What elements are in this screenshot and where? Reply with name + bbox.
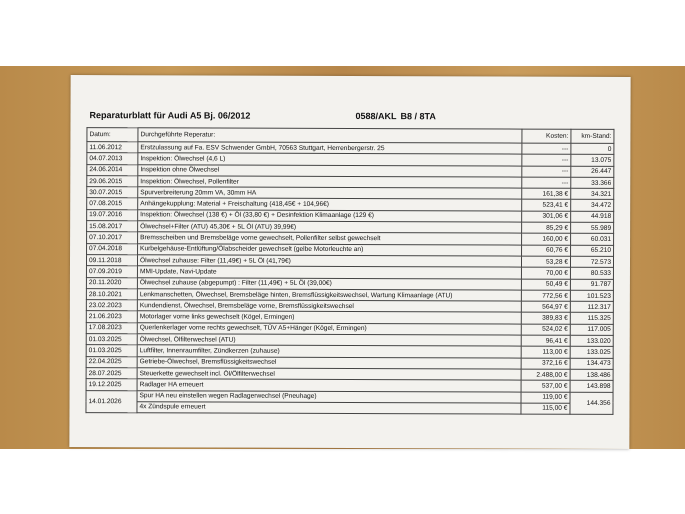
row-date: 21.06.2023 — [86, 311, 137, 322]
row-work: Ölwechsel, Ölfilterwechsel (ATU) — [137, 334, 521, 347]
row-km: 26.447 — [571, 166, 614, 177]
row-km: 144.356 — [570, 392, 613, 415]
row-date: 09.11.2018 — [86, 255, 137, 266]
row-work: Anhängekupplung: Material + Freischaltung (418,45€ + 104,96€) — [138, 198, 522, 211]
row-work: Ölwechsel+Filter (ATU) 45,30€ + 5L Öl (ATU) 39,99€) — [138, 221, 522, 234]
row-work: Spurverbreiterung 20mm VA, 30mm HA — [138, 187, 522, 200]
row-work: Steuerkette gewechselt incl. Öl/Ölfilterwechsel — [137, 368, 521, 381]
row-cost: 96,41 € — [521, 335, 570, 346]
row-work: Radlager HA erneuert — [137, 379, 521, 392]
row-cost: 564,97 € — [521, 301, 570, 312]
column-work: Durchgeführte Reperatur: — [138, 128, 522, 143]
row-cost: 772,56 € — [521, 290, 570, 301]
row-km: 101.523 — [570, 290, 613, 301]
row-work: Kundendienst, Ölwechsel, Bremsbeläge vorne, Bremsflüssigkeitswechsel — [137, 300, 521, 313]
row-work: Inspektion: Ölwechsel (4,6 L) — [138, 153, 522, 166]
row-date: 07.10.2017 — [87, 232, 138, 243]
row-km: 112.317 — [570, 301, 613, 312]
row-cost: 119,00 € — [521, 392, 570, 403]
model-code: B8 / 8TA — [400, 111, 436, 122]
column-km: km-Stand: — [571, 129, 614, 143]
row-work: Querlenkerlager vorne rechts gewechselt, TÜV A5+Hänger (Kögel, Ermingen) — [137, 323, 521, 336]
row-cost: 537,00 € — [521, 380, 570, 391]
row-km: 34.321 — [571, 188, 614, 199]
row-date: 07.09.2019 — [86, 266, 137, 277]
document-title: Reparaturblatt für Audi A5 Bj. 06/2012 — [89, 110, 251, 121]
row-cost: 301,06 € — [522, 211, 571, 222]
row-km: 55.989 — [571, 222, 614, 233]
row-km: 13.075 — [571, 155, 614, 166]
row-date: 28.07.2025 — [86, 368, 137, 379]
row-date: 17.08.2023 — [86, 322, 137, 333]
row-work: 4x Zündspule erneuert — [137, 402, 521, 415]
row-cost: 389,83 € — [521, 313, 570, 324]
row-date: 04.07.2013 — [87, 153, 138, 164]
row-date: 28.10.2021 — [86, 288, 137, 299]
column-cost: Kosten: — [522, 129, 571, 143]
row-cost: 372,16 € — [521, 358, 570, 369]
row-cost: 524,02 € — [521, 324, 570, 335]
row-km: 134.473 — [570, 358, 613, 369]
license-plate: 0588/AKL — [355, 111, 397, 122]
row-work: Luftfilter, Innenraumfilter, Zündkerzen (zuhause) — [137, 345, 521, 358]
row-date: 24.06.2014 — [87, 164, 138, 175]
row-cost: 113,00 € — [521, 346, 570, 357]
row-date: 29.06.2015 — [87, 175, 138, 186]
row-km: 72.573 — [570, 256, 613, 267]
row-date: 30.07.2015 — [87, 187, 138, 198]
row-work: Bremsscheiben und Bremsbeläge vorne gewechselt, Pollenfilter selbst gewechselt — [138, 232, 522, 245]
table-body — [86, 142, 614, 415]
column-date: Datum: — [87, 128, 138, 142]
row-date: 01.03.2025 — [86, 345, 137, 356]
row-date: 19.07.2016 — [87, 209, 138, 220]
row-work: Inspektion: Ölwechsel, Pollenfilter — [138, 176, 522, 189]
row-km: 133.025 — [570, 347, 613, 358]
row-km: 34.472 — [571, 200, 614, 211]
row-cost: --- — [522, 166, 571, 177]
row-cost: --- — [522, 143, 571, 154]
row-cost: 523,41 € — [522, 200, 571, 211]
row-cost: 70,00 € — [521, 267, 570, 278]
row-km: 115.325 — [570, 313, 613, 324]
row-work: Inspektion ohne Ölwechsel — [138, 164, 522, 177]
row-work: Lenkmanschetten, Ölwechsel, Bremsbeläge hinten, Bremsflüssigkeitswechsel, Wartung Klimaanlage (ATU) — [137, 289, 521, 302]
row-work: Spur HA neu einstellen wegen Radlagerwechsel (Pneuhage) — [137, 390, 521, 403]
row-date: 23.02.2023 — [86, 300, 137, 311]
row-km: 0 — [571, 143, 614, 154]
row-cost: 60,76 € — [522, 245, 571, 256]
row-work: Kurbelgehäuse-Entlüftung/Ölabscheider gewechselt (gelbe Motorleuchte an) — [138, 243, 522, 256]
row-cost: 50,49 € — [521, 279, 570, 290]
row-work: Ölwechsel zuhause (abgepumpt) : Filter (11,49€) + 5L Öl (39,00€) — [137, 277, 521, 290]
row-date: 22.04.2025 — [86, 356, 137, 367]
row-date: 14.01.2026 — [86, 390, 137, 413]
table-row — [86, 401, 613, 414]
row-date: 07.08.2015 — [87, 198, 138, 209]
row-cost: 160,00 € — [522, 233, 571, 244]
row-work: Ölwechsel zuhause: Filter (11,49€) + 5L Öl (41,79€) — [137, 255, 521, 268]
row-work: MMI-Update, Navi-Update — [137, 266, 521, 279]
row-km: 133.020 — [570, 335, 613, 346]
row-date: 01.03.2025 — [86, 334, 137, 345]
row-date: 11.06.2012 — [87, 142, 138, 153]
row-km: 91.787 — [570, 279, 613, 290]
row-date: 15.08.2017 — [87, 221, 138, 232]
row-work: Erstzulassung auf Fa. ESV Schwender GmbH, 70563 Stuttgart, Herrenbergerstr. 25 — [138, 142, 522, 155]
row-work: Getriebe-Ölwechsel, Bremsflüssigkeitswechsel — [137, 356, 521, 369]
row-km: 138.486 — [570, 369, 613, 380]
row-cost: 115,00 € — [521, 403, 570, 414]
row-km: 143.898 — [570, 381, 613, 392]
row-cost: 161,38 € — [522, 188, 571, 199]
row-date: 07.04.2018 — [87, 243, 138, 254]
row-km: 44.918 — [571, 211, 614, 222]
row-date: 19.12.2025 — [86, 379, 137, 390]
row-date: 20.11.2020 — [86, 277, 137, 288]
row-km: 65.210 — [571, 245, 614, 256]
row-km: 117.005 — [570, 324, 613, 335]
row-cost: 53,28 € — [521, 256, 570, 267]
repair-table — [85, 127, 614, 415]
row-km: 80.533 — [570, 268, 613, 279]
row-cost: 85,29 € — [522, 222, 571, 233]
row-km: 60.031 — [571, 234, 614, 245]
row-cost: 2.488,00 € — [521, 369, 570, 380]
row-cost: --- — [522, 177, 571, 188]
row-work: Motorlager vorne links gewechselt (Kögel, Ermingen) — [137, 311, 521, 324]
row-work: Inspektion: Ölwechsel (138 €) + Öl (33,80 €) + Desinfektion Klimaanlage (129 €) — [138, 210, 522, 223]
row-cost: --- — [522, 154, 571, 165]
document-sheet — [69, 75, 630, 449]
row-km: 33.366 — [571, 177, 614, 188]
